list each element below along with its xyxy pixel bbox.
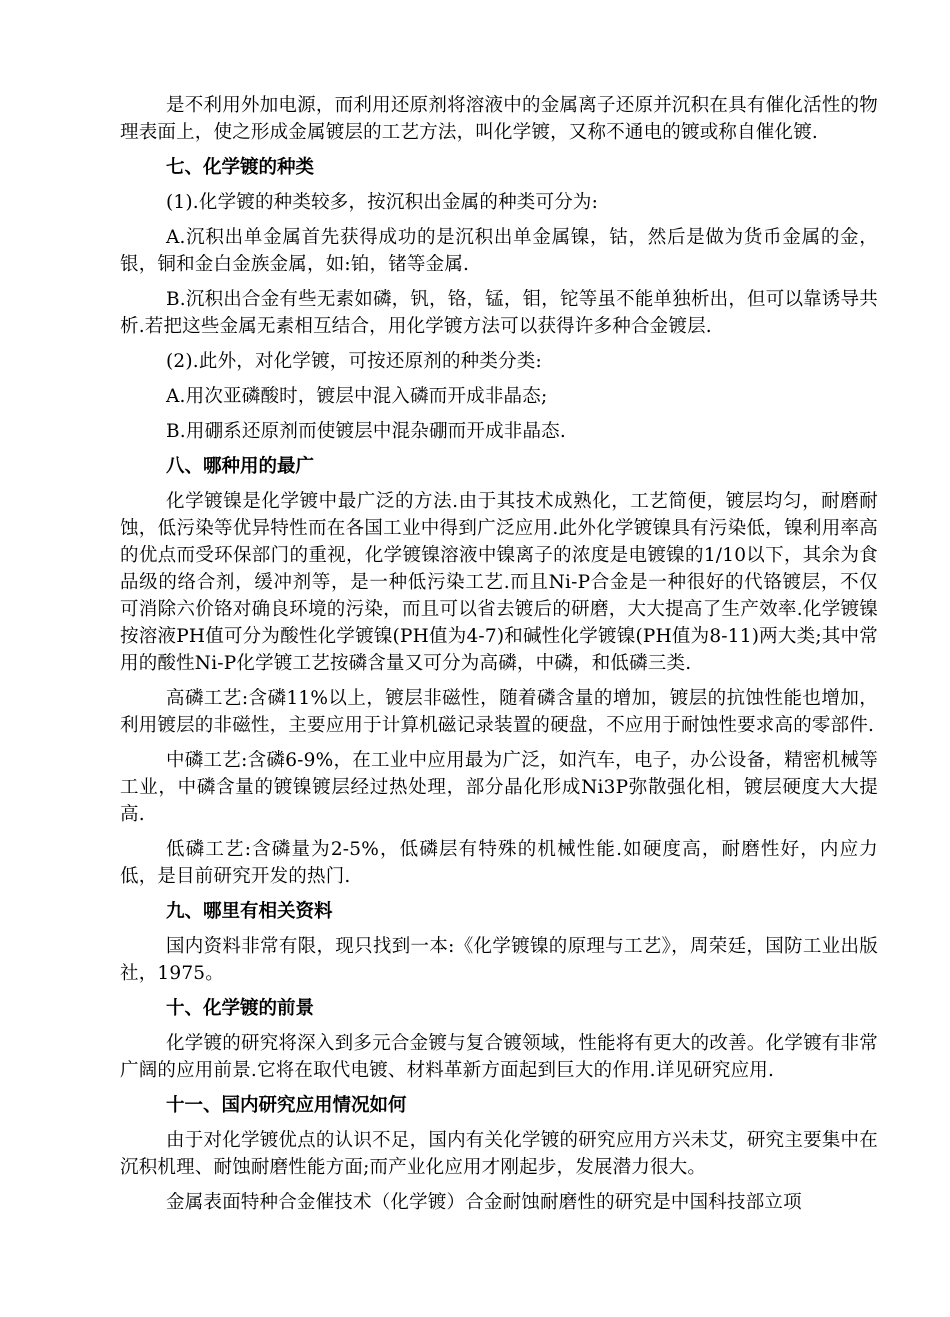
most-used-paragraph: 化学镀镍是化学镀中最广泛的方法.由于其技术成熟化，工艺简便，镀层均匀，耐磨耐蚀，低污染等优异特性而在各国工业中得到广泛应用.此外化学镀镍具有污染低，镍利用率高的优点而受环保部门的重视，化学镀镍溶液中镍离子的浓度是电镀镍的1/10以下，其余为食品级的络合剂，缓冲剂等，是一种低污染工艺.而且Ni-P合金是一种很好的代铬镀层，不仅可消除六价铬对确良环境的污染，而且可以省去镀后的研磨，大大提高了生产效率.化学镀镍按溶液PH值可分为酸性化学镀镍(PH值为4-7)和碱性化学镀镍(PH值为8-11)两大类;其中常用的酸性Ni-P化学镀工艺按磷含量又可分为高磷，中磷，和低磷三类. bbox=[120, 491, 878, 674]
final-paragraph: 金属表面特种合金催技术（化学镀）合金耐蚀耐磨性的研究是中国科技部立项 bbox=[166, 1192, 802, 1213]
section-7-heading: 七、化学镀的种类 bbox=[166, 157, 315, 178]
section-8-heading: 八、哪种用的最广 bbox=[166, 456, 315, 477]
types-intro-1: (1).化学镀的种类较多，按沉积出金属的种类可分为: bbox=[166, 192, 599, 213]
types-item-b1: B.沉积出合金有些无素如磷，钒，铬，锰，钼，铊等虽不能单独析出，但可以靠诱导共析.若把这些金属无素相互结合，用化学镀方法可以获得许多种合金镀层. bbox=[120, 289, 878, 337]
references-paragraph: 国内资料非常有限，现只找到一本:《化学镀镍的原理与工艺》，周荣廷，国防工业出版社，1975。 bbox=[120, 936, 878, 984]
domestic-status-paragraph: 由于对化学镀优点的认识不足，国内有关化学镀的研究应用方兴未艾，研究主要集中在沉积机理、耐蚀耐磨性能方面;而产业化应用才刚起步，发展潜力很大。 bbox=[120, 1130, 878, 1178]
types-item-a1: A.沉积出单金属首先获得成功的是沉积出单金属镍，钴，然后是做为货币金属的金，银，铜和金白金族金属，如:铂，锗等金属. bbox=[120, 227, 878, 275]
types-item-b2: B.用硼系还原剂而使镀层中混杂硼而开成非晶态. bbox=[166, 421, 566, 442]
high-phosphorus-paragraph: 高磷工艺:含磷11%以上，镀层非磁性，随着磷含量的增加，镀层的抗蚀性能也增加，利用镀层的非磁性，主要应用于计算机磁记录装置的硬盘，不应用于耐蚀性要求高的零部件. bbox=[120, 688, 878, 736]
section-10-heading: 十、化学镀的前景 bbox=[166, 998, 315, 1019]
low-phosphorus-paragraph: 低磷工艺:含磷量为2-5%，低磷层有特殊的机械性能.如硬度高，耐磨性好，内应力低，是目前研究开发的热门. bbox=[120, 839, 878, 887]
medium-phosphorus-paragraph: 中磷工艺:含磷6-9%，在工业中应用最为广泛，如汽车，电子，办公设备，精密机械等工业，中磷含量的镀镍镀层经过热处理，部分晶化形成Ni3P弥散强化相，镀层硬度大大提高. bbox=[120, 750, 878, 825]
section-11-heading: 十一、国内研究应用情况如何 bbox=[166, 1095, 407, 1116]
prospects-paragraph: 化学镀的研究将深入到多元合金镀与复合镀领域，性能将有更大的改善。化学镀有非常广阔的应用前景.它将在取代电镀、材料革新方面起到巨大的作用.详见研究应用. bbox=[120, 1033, 878, 1081]
types-intro-2: (2).此外，对化学镀，可按还原剂的种类分类: bbox=[166, 351, 542, 372]
types-item-a2: A.用次亚磷酸时，镀层中混入磷而开成非晶态; bbox=[166, 386, 548, 407]
section-9-heading: 九、哪里有相关资料 bbox=[166, 901, 333, 922]
intro-paragraph: 是不利用外加电源，而利用还原剂将溶液中的金属离子还原并沉积在具有催化活性的物理表面上，使之形成金属镀层的工艺方法，叫化学镀，又称不通电的镀或称自催化镀. bbox=[120, 95, 878, 143]
document-page bbox=[120, 92, 878, 1216]
